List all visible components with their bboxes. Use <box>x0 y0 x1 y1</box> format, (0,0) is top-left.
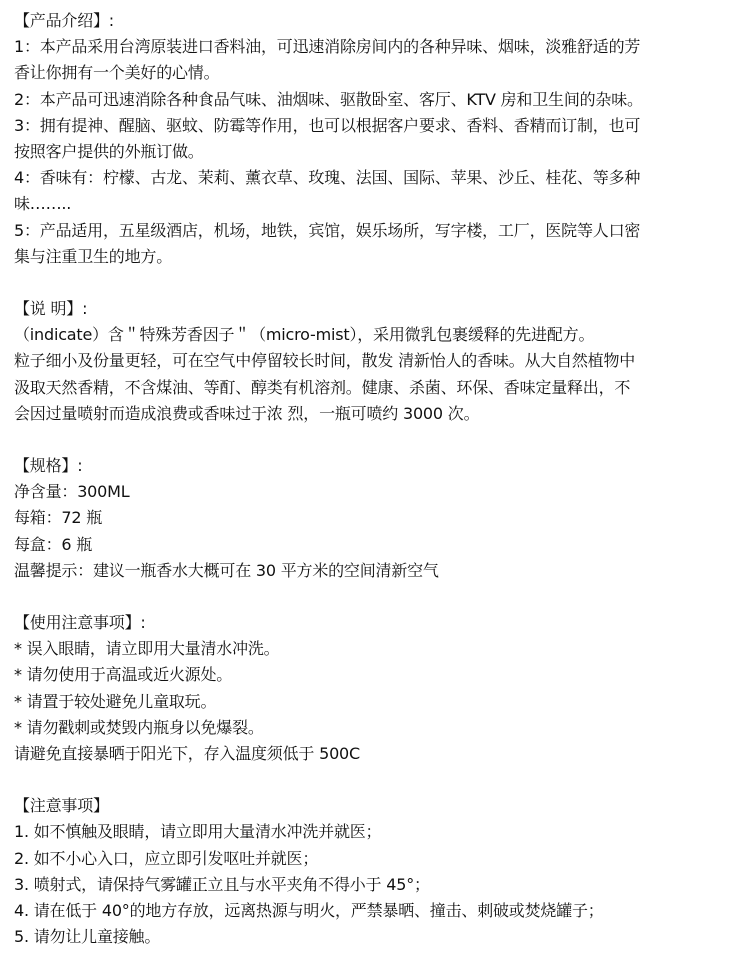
section-product-intro <box>14 8 736 270</box>
section-heading: 【使用注意事项】: <box>14 613 146 633</box>
text-line: 温馨提示：建议一瓶香水大概可在 30 平方米的空间清新空气 <box>14 560 439 580</box>
text-line: 3：拥有提神、醒脑、驱蚊、防霉等作用，也可以根据客户要求、香料、香精而订制，也可 <box>14 115 641 135</box>
text-line: 集与注重卫生的地方。 <box>14 246 173 266</box>
text-line: 请避免直接暴晒于阳光下，存入温度须低于 500C <box>14 744 360 764</box>
text-line: 4：香味有：柠檬、古龙、茉莉、薰衣草、玫瑰、法国、国际、苹果、沙丘、桂花、等多种 <box>14 168 641 188</box>
text-line: 每盒：6 瓶 <box>14 534 93 554</box>
section-specifications <box>14 453 736 584</box>
text-line: 香让你拥有一个美好的心情。 <box>14 63 220 83</box>
text-line: 按照客户提供的外瓶订做。 <box>14 142 204 162</box>
text-line: 每箱：72 瓶 <box>14 508 103 528</box>
section-usage-notes <box>14 610 736 767</box>
text-line: 会因过量喷射而造成浪费或香味过于浓 烈，一瓶可喷约 3000 次。 <box>14 403 480 423</box>
text-line: （indicate）含＂特殊芳香因子＂（micro-mist），采用微乳包裹缓释的先进配方。 <box>14 325 595 345</box>
text-line: 汲取天然香精，不含煤油、等酊、醇类有机溶剂。健康、杀菌、环保、香味定量释出，不 <box>14 377 631 397</box>
text-line: * 请勿使用于高温或近火源处。 <box>14 665 233 685</box>
text-line: 3. 喷射式，请保持气雾罐正立且与水平夹角不得小于 45°； <box>14 874 430 894</box>
text-line: 1：本产品采用台湾原装进口香料油，可迅速消除房间内的各种异味、烟味，淡雅舒适的芳 <box>14 37 641 57</box>
text-line: 粒子细小及份量更轻，可在空气中停留较长时间，散发 清新怡人的香味。从大自然植物中 <box>14 351 636 371</box>
text-line: 味…….. <box>14 194 72 214</box>
section-heading: 【说 明】: <box>14 299 88 319</box>
text-line: 2. 如不小心入口，应立即引发呕吐并就医； <box>14 848 319 868</box>
section-heading: 【产品介绍】: <box>14 11 114 30</box>
section-description <box>14 296 736 427</box>
text-line: * 误入眼睛，请立即用大量清水冲洗。 <box>14 639 280 659</box>
text-line: * 请勿戳刺或焚毁内瓶身以免爆裂。 <box>14 717 264 737</box>
text-line: 净含量：300ML <box>14 482 130 502</box>
text-line: 5. 请勿让儿童接触。 <box>14 927 161 947</box>
text-line: * 请置于较处避免儿童取玩。 <box>14 691 217 711</box>
section-heading: 【注意事项】 <box>14 796 109 816</box>
section-precautions <box>14 793 736 950</box>
text-line: 2：本产品可迅速消除各种食品气味、油烟味、驱散卧室、客厅、KTV 房和卫生间的杂味。 <box>14 89 643 109</box>
text-line: 4. 请在低于 40°的地方存放，远离热源与明火，严禁暴晒、撞击、刺破或焚烧罐子； <box>14 901 604 921</box>
section-heading: 【规格】: <box>14 456 83 476</box>
text-line: 1. 如不慎触及眼睛，请立即用大量清水冲洗并就医； <box>14 822 382 842</box>
text-line: 5：产品适用，五星级酒店，机场，地铁，宾馆，娱乐场所，写字楼，工厂，医院等人口密 <box>14 220 641 240</box>
